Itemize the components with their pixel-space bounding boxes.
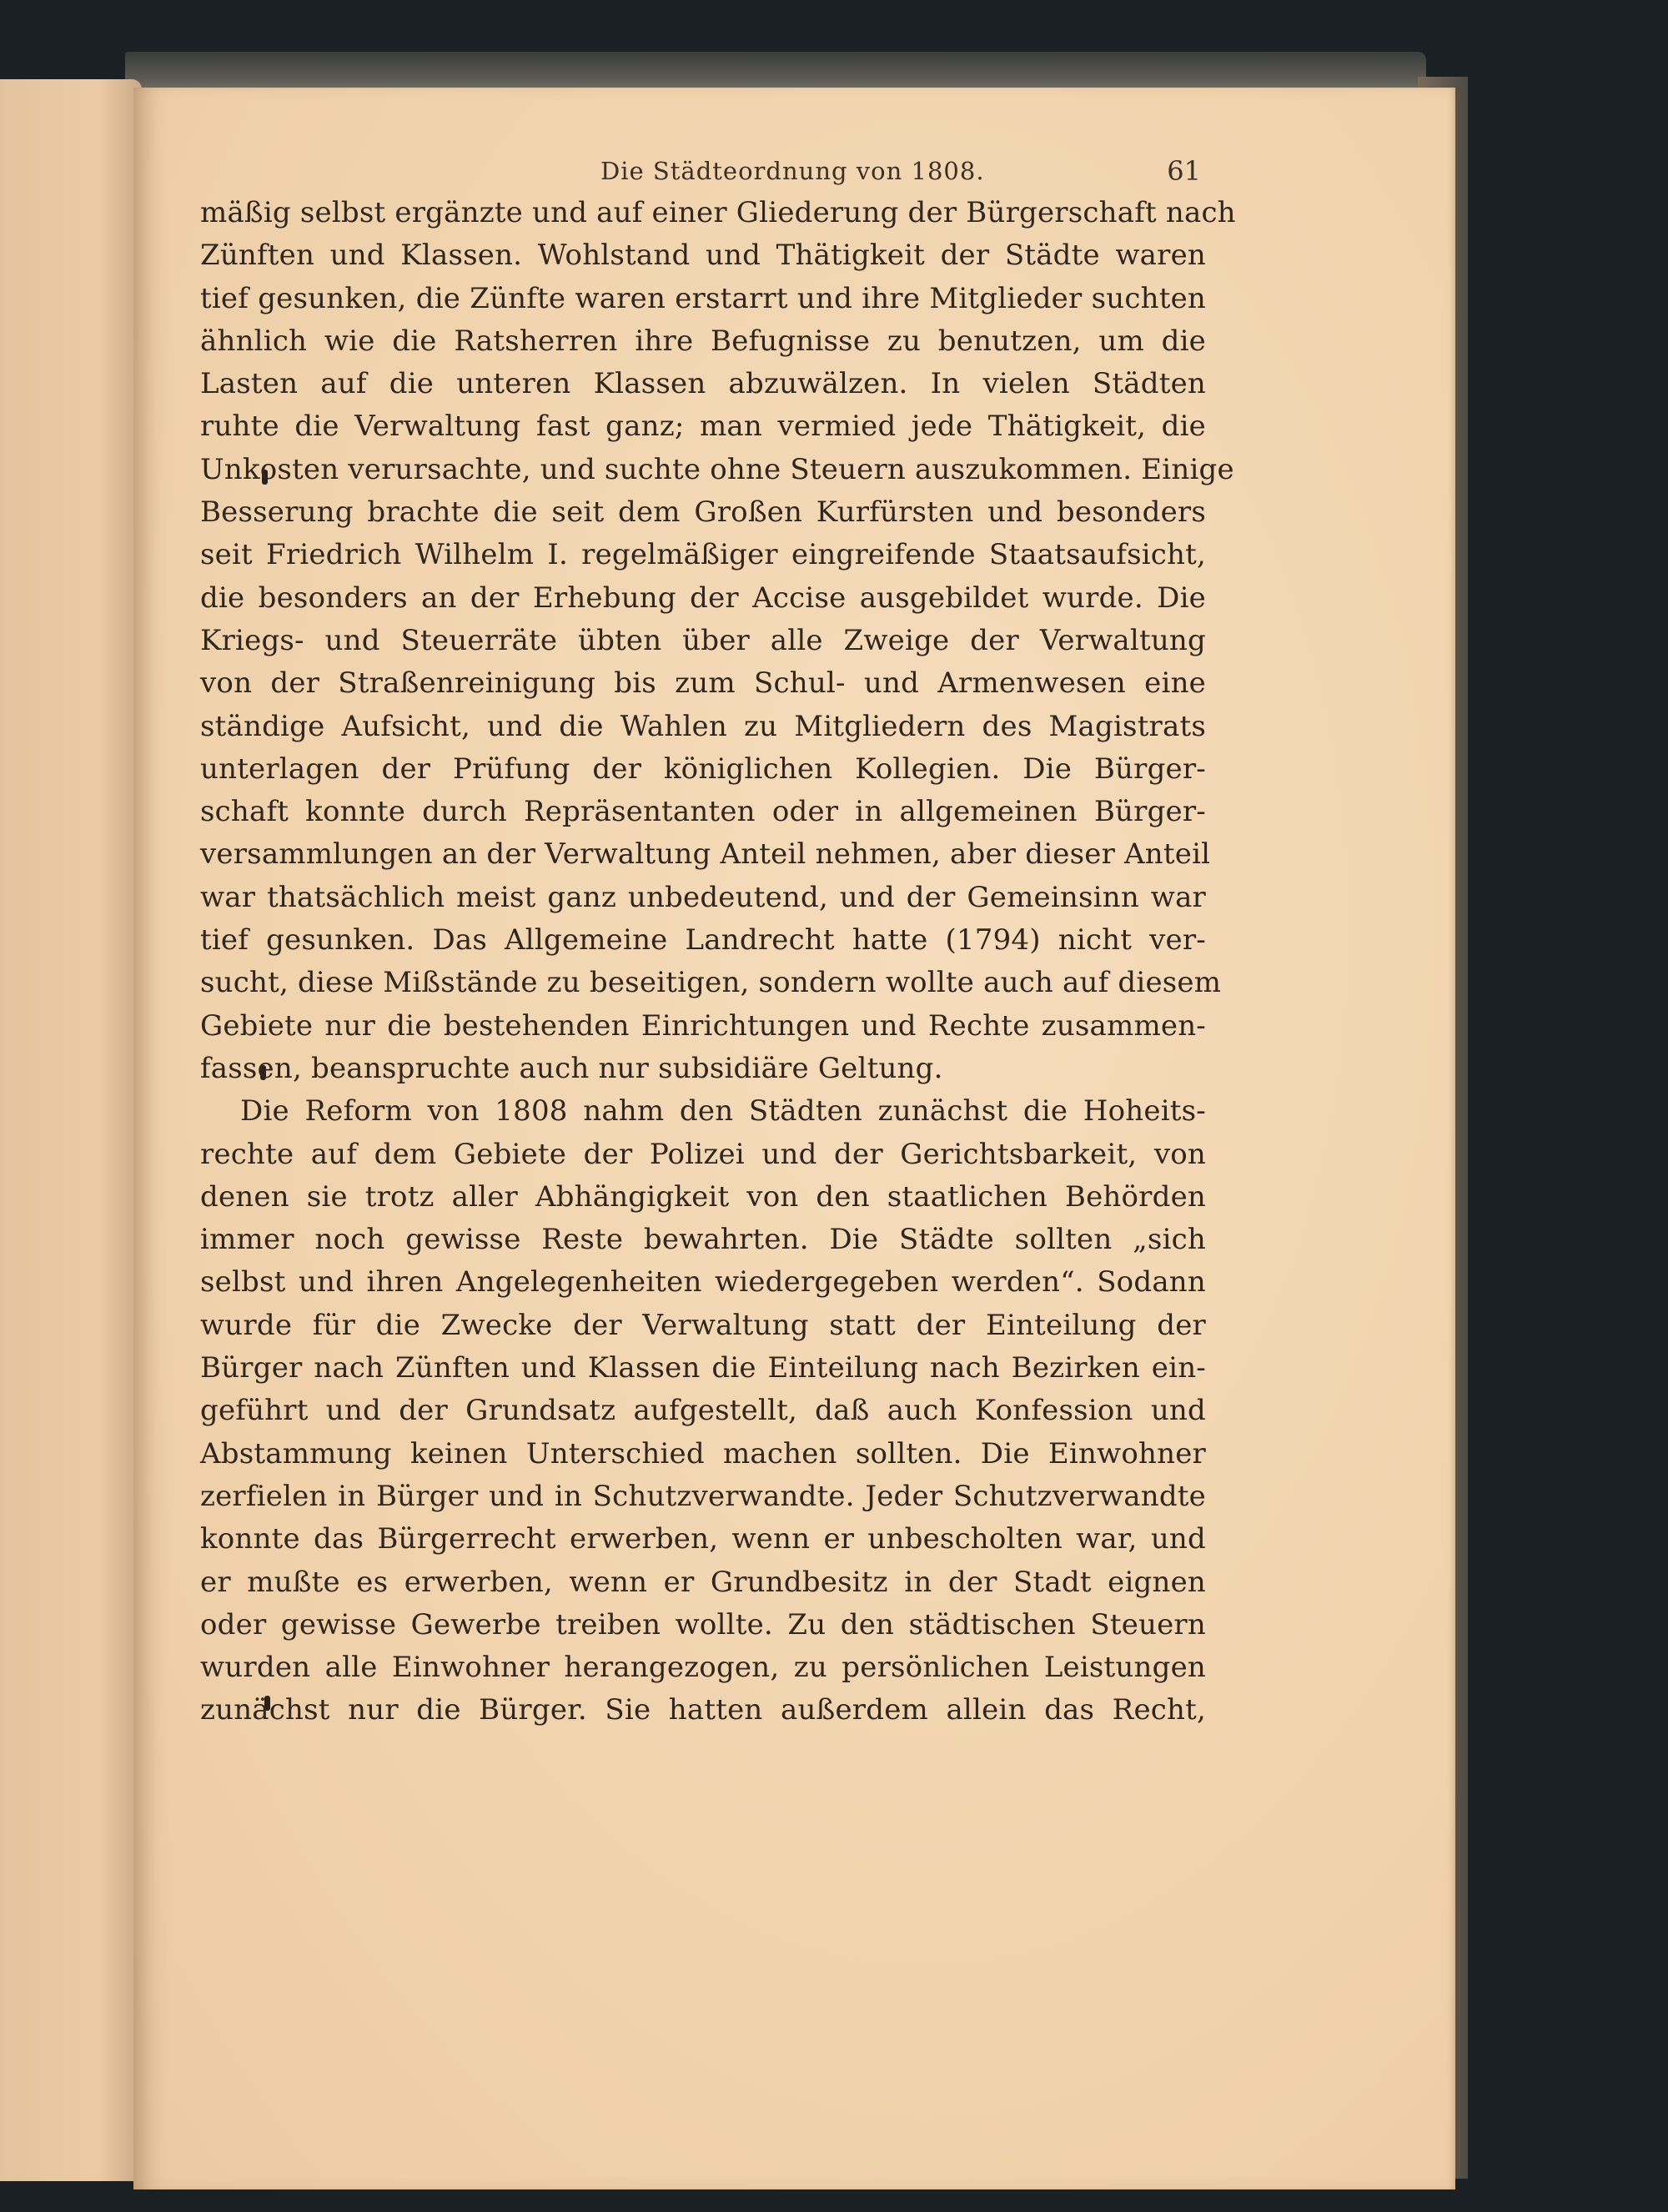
text-line: tief gesunken. Das Allgemeine Landrecht hatte (1794) nicht ver- bbox=[200, 923, 1206, 958]
text-line: selbst und ihren Angelegenheiten wiedergegeben werden“. Sodann bbox=[200, 1265, 1206, 1300]
text-line: ähnlich wie die Ratsherren ihre Befugnisse zu benutzen, um die bbox=[200, 324, 1206, 358]
body-text bbox=[200, 192, 1236, 1732]
text-line: wurde für die Zwecke der Verwaltung statt der Einteilung der bbox=[200, 1308, 1206, 1342]
text-line: zunächst nur die Bürger. Sie hatten außerdem allein das Recht, bbox=[200, 1693, 1206, 1727]
text-line: Die Reform von 1808 nahm den Städten zunächst die Hoheits- bbox=[240, 1094, 1206, 1129]
text-line: Besserung brachte die seit dem Großen Kurfürsten und besonders bbox=[200, 495, 1206, 530]
text-line: die besonders an der Erhebung der Accise ausgebildet wurde. Die bbox=[200, 581, 1206, 615]
text-line: ständige Aufsicht, und die Wahlen zu Mitgliedern des Magistrats bbox=[200, 709, 1206, 743]
text-line: wurden alle Einwohner herangezogen, zu persönlichen Leistungen bbox=[200, 1651, 1206, 1685]
text-line: Abstammung keinen Unterschied machen sollten. Die Einwohner bbox=[200, 1436, 1206, 1470]
text-line: zerfielen in Bürger und in Schutzverwandte. Jeder Schutzverwandte bbox=[200, 1479, 1206, 1513]
text-line: oder gewisse Gewerbe treiben wollte. Zu den städtischen Steuern bbox=[200, 1607, 1206, 1641]
text-line: Unkosten verursachte, und suchte ohne Steuern auszukommen. Einige bbox=[200, 452, 1234, 486]
running-head: Die Städteordnung von 1808. bbox=[600, 157, 985, 185]
text-line: Kriegs- und Steuerräte übten über alle Zweige der Verwaltung bbox=[200, 623, 1206, 657]
text-line: mäßig selbst ergänzte und auf einer Gliederung der Bürgerschaft nach bbox=[200, 196, 1236, 229]
text-line: immer noch gewisse Reste bewahrten. Die Städte sollten „sich bbox=[200, 1223, 1206, 1257]
text-line: denen sie trotz aller Abhängigkeit von den staatlichen Behörden bbox=[200, 1179, 1206, 1214]
text-line: unterlagen der Prüfung der königlichen Kollegien. Die Bürger- bbox=[200, 752, 1206, 786]
text-line: Bürger nach Zünften und Klassen die Einteilung nach Bezirken ein- bbox=[200, 1351, 1206, 1385]
text-line: rechte auf dem Gebiete der Polizei und der Gerichtsbarkeit, von bbox=[200, 1137, 1206, 1171]
text-line: Gebiete nur die bestehenden Einrichtungen und Rechte zusammen- bbox=[200, 1008, 1206, 1043]
text-line: war thatsächlich meist ganz unbedeutend, und der Gemeinsinn war bbox=[200, 880, 1206, 914]
text-line: konnte das Bürgerrecht erwerben, wenn er unbescholten war, und bbox=[200, 1522, 1206, 1556]
page-number: 61 bbox=[1167, 155, 1201, 187]
text-line: seit Friedrich Wilhelm I. regelmäßiger eingreifende Staatsaufsicht, bbox=[200, 538, 1206, 572]
text-line: von der Straßenreinigung bis zum Schul- und Armenwesen eine bbox=[200, 666, 1206, 701]
text-line: schaft konnte durch Repräsentanten oder in allgemeinen Bürger- bbox=[200, 795, 1206, 829]
text-line: tief gesunken, die Zünfte waren erstarrt und ihre Mitglieder suchten bbox=[200, 281, 1206, 315]
text-line: geführt und der Grundsatz aufgestellt, daß auch Konfession und bbox=[200, 1394, 1206, 1428]
text-line: er mußte es erwerben, wenn er Grundbesitz in der Stadt eignen bbox=[200, 1565, 1206, 1599]
text-line: Lasten auf die unteren Klassen abzuwälzen. In vielen Städten bbox=[200, 367, 1206, 401]
text-line: ruhte die Verwaltung fast ganz; man vermied jede Thätigkeit, die bbox=[200, 410, 1206, 444]
text-line: fassen, beanspruchte auch nur subsidiäre Geltung. bbox=[200, 1051, 943, 1085]
text-line: sucht, diese Mißstände zu beseitigen, sondern wollte auch auf diesem bbox=[200, 966, 1222, 1000]
text-line: Zünften und Klassen. Wohlstand und Thätigkeit der Städte waren bbox=[200, 239, 1206, 273]
previous-page-edge bbox=[0, 79, 142, 2181]
text-line: versammlungen an der Verwaltung Anteil nehmen, aber dieser Anteil bbox=[200, 837, 1211, 872]
